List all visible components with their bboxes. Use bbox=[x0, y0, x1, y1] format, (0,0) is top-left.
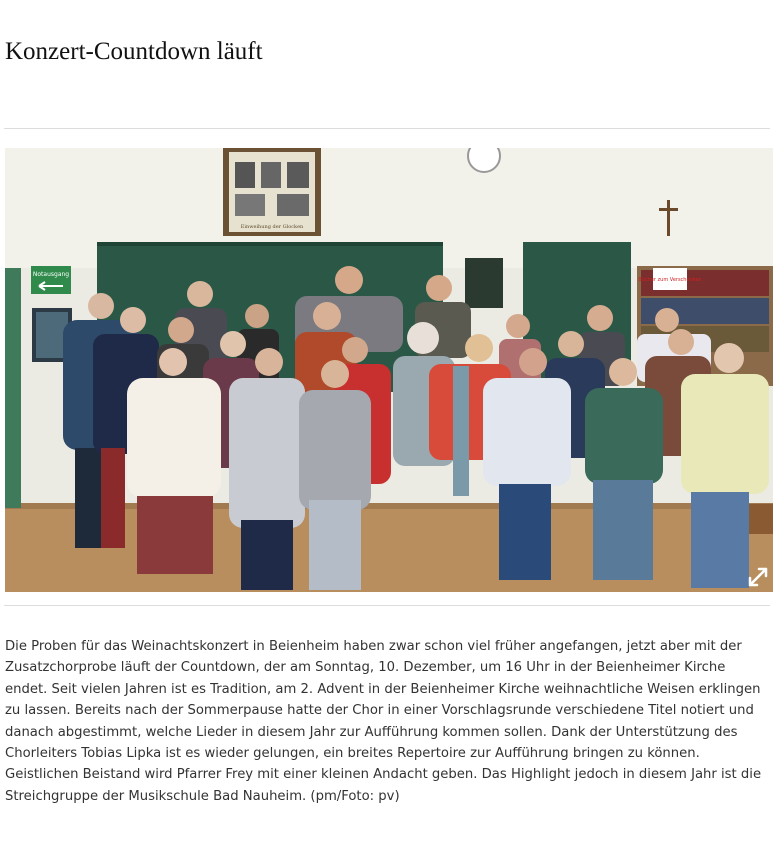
exit-sign-label: Notausgang bbox=[32, 271, 70, 278]
article-photo[interactable] bbox=[5, 148, 773, 592]
article-body: Die Proben für das Weinachtskonzert in Beienheim haben zwar schon viel früher angefangen, jetzt aber mit der Zusatzchorprobe läuft der Countdown, der am Sonntag, 10. Dezember, um 16 Uhr in der Beienheimer Kirche endet. Seit vielen Jahren ist es Tradition, am 2. Advent in der Beienheimer Kirche weihnachtliche Weisen erklingen zu lassen. Bereits nach der Sommerpause hatte der Chor in einer Vorschlagsrunde verschiedene Titel notiert und danach abgestimmt, welche Lieder in diesem Jahr zur Aufführung kommen sollen. Dank der Unterstützung des Chorleiters Tobias Lipka ist es wieder gelungen, ein breites Repertoire zur Aufführung bringen zu können. Geistlichen Beistand wird Pfarrer Frey mit einer kleinen Andacht geben. Das Highlight jedoch in diesem Jahr ist die Streichgruppe der Musikschule Bad Nauheim. (pm/Foto: pv) bbox=[5, 639, 762, 804]
choir-group-photo bbox=[5, 148, 773, 592]
framed-picture-caption: Einweihung der Glocken bbox=[240, 224, 304, 230]
image-divider bbox=[4, 605, 770, 606]
expand-icon[interactable] bbox=[747, 566, 769, 588]
bookshelf-sign: Bücher zum Verschenken bbox=[638, 277, 702, 283]
article-title: Konzert-Countdown läuft bbox=[5, 38, 263, 65]
title-divider bbox=[4, 128, 770, 129]
